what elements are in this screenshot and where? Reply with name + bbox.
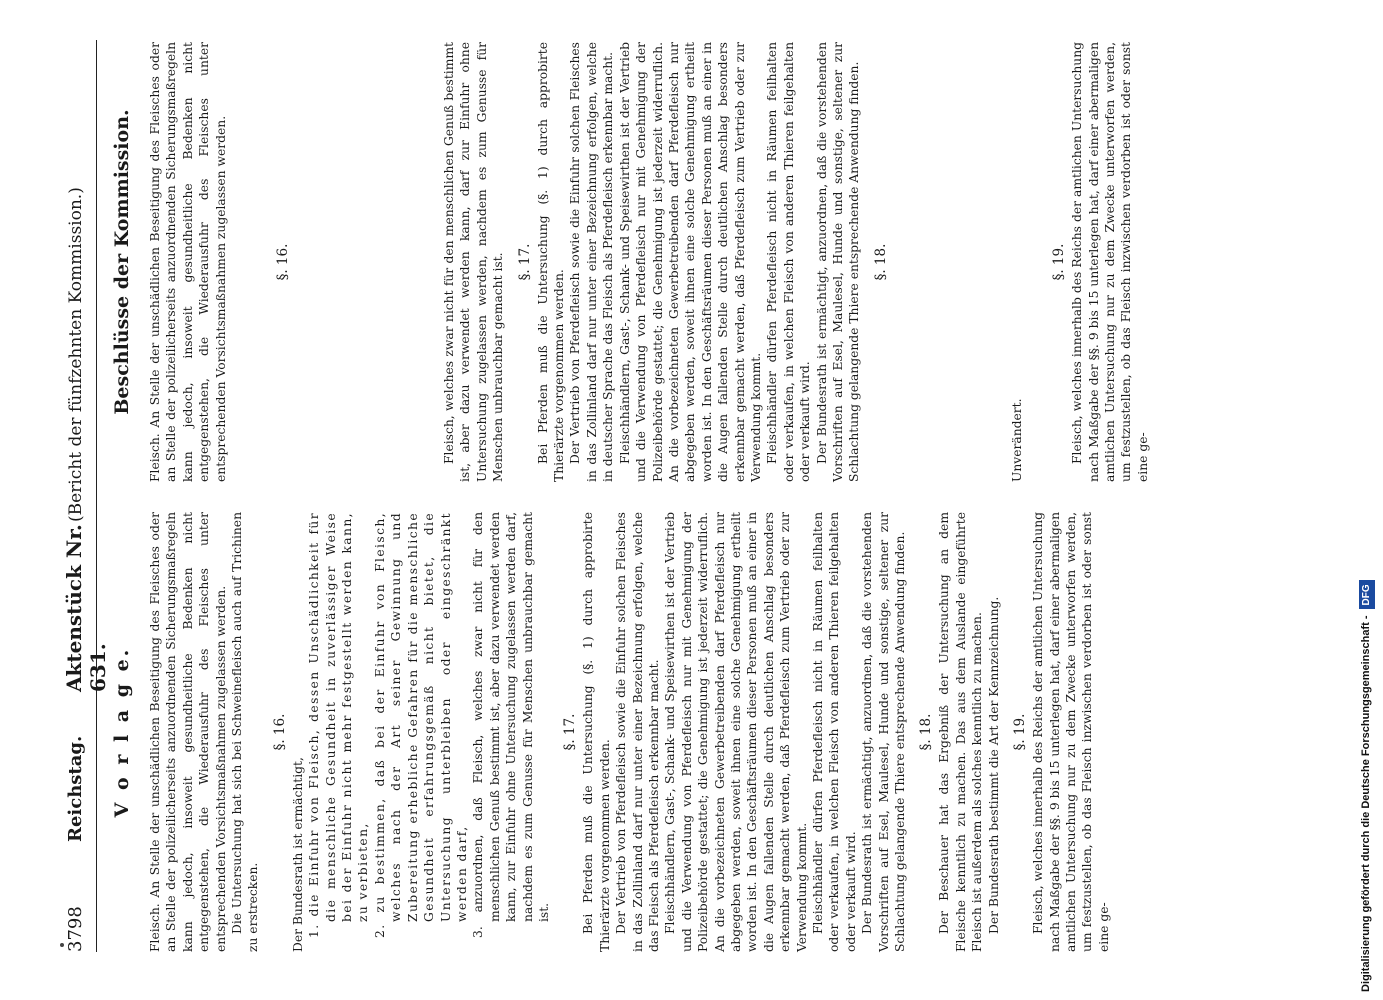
list-item: 1. die Einfuhr von Fleisch, dessen Unschädlichkeit für die menschliche Gesundheit in zuverlässiger Weise bei der Einfuhr nicht mehr festgestellt werden kann, zu verbieten, [307,512,371,938]
paragraph: Der Bundesrath bestimmt die Art der Kennzeichnung. [986,596,1001,934]
list-item: 3. anzuordnen, daß Fleisch, welches zwar nicht für den menschlichen Genuß bestimmt ist, aber dazu verwendet werden kann, zur Einfuhr ohne Untersuchung zugelassen werden darf, nachdem es zum Genusse für Menschen unbrauchbar gemacht ist. [471,512,551,938]
paragraph: Fleisch. An Stelle der unschädlichen Beseitigung des Fleisches oder an Stelle der polizeilicherseits anzuordnenden Sicherungsmaßregeln kann jedoch, insoweit gesundheitliche Bedenken nicht entgegenstehen, die Wiederausfuhr des Fleisches unter entsprechenden Vorsichtsmaßnahmen zugelassen werden. [148,42,228,482]
paragraph: Der Beschauer hat das Ergebniß der Untersuchung an dem Fleische kenntlich zu machen. Das aus dem Auslande eingeführte Fleisch ist außerdem als solches kenntlich zu machen. [937,512,985,952]
paragraph: Fleisch, welches zwar nicht für den menschlichen Genuß bestimmt ist, aber dazu verwendet werden kann, darf zur Einfuhr ohne Untersuchung zugelassen werden, nachdem es zum Genusse für Menschen unbrauchbar gemacht ist. [442,42,506,482]
section-heading-19: §. 19. [1012,713,1029,751]
dfg-logo: DFG [1359,580,1375,609]
digitization-note [1355,8,1377,992]
digitization-text: Digitalisierung gefördert durch die Deutsche Forschungsgemeinschaft - [1360,615,1372,992]
list-item: 2. zu bestimmen, daß bei der Einfuhr von Fleisch, welches nach der Art seiner Gewinnung und Zubereitung erhebliche Gefahren für die menschliche Gesundheit erfahrungsgemäß nicht bietet, die Untersuchung unterbleiben oder eingeschränkt werden darf, [372,512,469,938]
margin-dot [60,943,64,947]
page-number: 3798 [65,906,86,952]
section-heading-19: §. 19. [1051,243,1068,281]
section-heading-16: §. 16. [271,713,288,751]
right-column-beschluesse [111,42,1151,482]
header-reichstag: Reichstag. [65,735,86,842]
section-heading-17: §. 17. [516,243,533,281]
paragraph: Der Bundesrath ist ermächtigt, anzuordnen, daß die vorstehenden Vorschriften auf Esel, Maulesel, Hunde und sonstige, seltener zur Schlachtung gelangende Thiere entsprechende Anwendung finden. [860,512,908,952]
paragraph: Unverändert. [1009,398,1024,482]
section-heading-16: §. 16. [275,243,292,281]
column-title-vorlage: V o r l a g e. [111,646,133,818]
paragraph: Fleisch. An Stelle der unschädlichen Beseitigung des Fleisches oder an Stelle der polizeilicherseits anzuordnenden Sicherungsmaßregeln kann jedoch, insoweit gesundheitliche Bedenken nicht entgegenstehen, die Wiederausfuhr des Fleisches unter entsprechenden Vorsichtsmaßnahmen zugelassen werden. [148,512,228,952]
page-header [62,40,110,952]
paragraph: Fleischhändlern, Gast-, Schank- und Speisewirthen ist der Vertrieb und die Verwendung von Pferdefleisch nur mit Genehmigung der Polizeibehörde gestattet; die Genehmigung ist jederzeit widerruflich. An die vorbezeichneten Gewerbetreibenden darf Pferdefleisch nur abgegeben werden, soweit ihnen eine solche Genehmigung ertheilt worden ist. In den Geschäftsräumen dieser Personen muß an einer in die Augen fallenden Stelle durch deutlichen Anschlag besonders erkennbar gemacht werden, daß Pferdefleisch zum Vertrieb oder zur Verwendung kommt. [663,512,809,952]
paragraph: Bei Pferden muß die Untersuchung (§. 1) durch approbirte Thierärzte vorgenommen werden. [535,42,567,482]
paragraph: Der Vertrieb von Pferdefleisch sowie die Einfuhr solchen Fleisches in das Zollinland darf nur unter einer Bezeichnung erfolgen, welche das Fleisch als Pferdefleisch erkennbar macht. [614,512,661,952]
column-title-beschluesse: Beschlüsse der Kommission. [111,109,133,415]
section-heading-17: §. 17. [562,713,579,751]
left-column-vorlage [111,512,1151,952]
paragraph: Der Vertrieb von Pferdefleisch sowie die Einfuhr solchen Fleisches in das Zollinland darf nur unter einer Bezeichnung erfolgen, welche in deutscher Sprache das Fleisch als Pferdefleisch erkennbar macht. [568,42,616,482]
paragraph: Fleisch, welches innerhalb des Reichs der amtlichen Untersuchung nach Maßgabe der §§. 9 bis 15 unterlegen hat, darf einer abermaligen amtlichen Untersuchung nur zu dem Zwecke unterworfen werden, um festzustellen, ob das Fleisch inzwischen verdorben ist oder sonst eine ge- [1070,42,1150,482]
paragraph: Fleischhändlern, Gast-, Schank- und Speisewirthen ist der Vertrieb und die Verwendung von Pferdefleisch nur mit Genehmigung der Polizeibehörde gestattet; die Genehmigung ist jederzeit widerruflich. An die vorbezeichneten Gewerbetreibenden darf Pferdefleisch nur abgegeben werden, soweit ihnen eine solche Genehmigung ertheilt worden ist. In den Geschäftsräumen dieser Personen muß an einer in die Augen fallenden Stelle durch deutlichen Anschlag besonders erkennbar gemacht werden, daß Pferdefleisch zum Vertrieb oder zur Verwendung kommt. [617,42,763,482]
paragraph: Der Bundesrath ist ermächtigt, [290,757,305,952]
paragraph: Bei Pferden muß die Untersuchung (§. 1) durch approbirte Thierärzte vorgenommen werden. [581,512,612,952]
section-heading-18: §. 18. [872,243,889,281]
section-heading-18: §. 18. [918,713,935,751]
paragraph: Fleischhändler dürfen Pferdefleisch nicht in Räumen feilhalten oder verkaufen, in welchen Fleisch von anderen Thieren feilgehalten oder verkauft wird. [765,42,813,482]
paragraph: Der Bundesrath ist ermächtigt, anzuordnen, daß die vorstehenden Vorschriften auf Esel, Maulesel, Hunde und sonstige, seltener zur Schlachtung gelangende Thiere entsprechende Anwendung finden. [814,42,862,482]
paragraph: Fleischhändler dürfen Pferdefleisch nicht in Räumen feilhalten oder verkaufen, in welchen Fleisch von anderen Thieren feilgehalten oder verkauft wird. [811,512,858,952]
header-bericht: (Bericht der fünfzehnten Kommission.) [66,187,86,522]
header-aktenstueck: Aktenstück Nr. 631. [62,524,110,692]
paragraph: Die Untersuchung hat sich bei Schweinefleisch auch auf Trichinen zu erstrecken. [230,512,261,952]
paragraph: Fleisch, welches innerhalb des Reichs der amtlichen Untersuchung nach Maßgabe der §§. 9 bis 15 unterlegen hat, darf einer abermaligen amtlichen Untersuchung nur zu dem Zwecke unterworfen werden, um festzustellen, ob das Fleisch inzwischen verdorben ist oder sonst eine ge- [1031,512,1111,952]
two-columns [111,40,1151,952]
